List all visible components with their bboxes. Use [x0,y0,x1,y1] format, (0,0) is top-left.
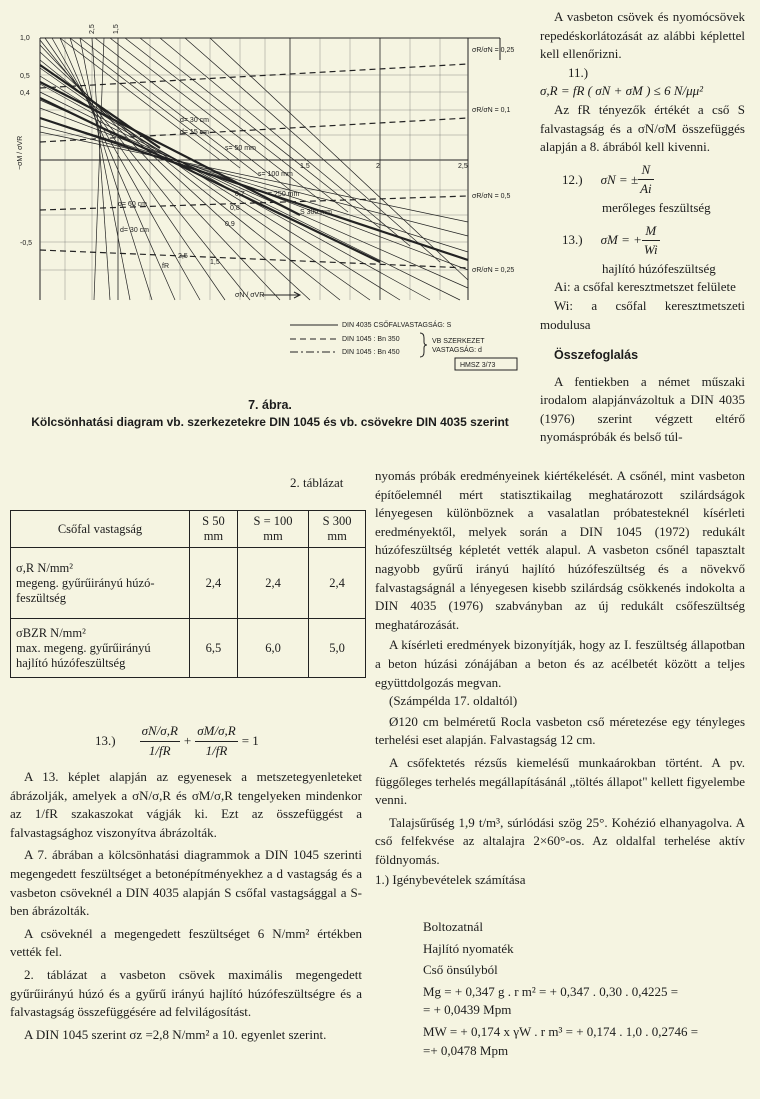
x-tick: 2 [376,163,380,170]
curve-label: d= 30 cm [180,117,209,124]
y-axis-label: −σM / σVR [17,135,24,170]
legend-text: DIN 1045 : Bn 350 [342,336,400,343]
paragraph: Az fR tényezők értékét a cső S falvastagság és a σN/σM összefüggés alapján a 8. ábrából kell kivenni. [540,101,745,155]
table-label: 2. táblázat [290,475,344,490]
paragraph: A 7. ábrában a kölcsönhatási diagrammok a DIN 1045 szerinti megengedett feszültséget a betonépítményekhez a d vastagság és a vasbeton csöveknél a DIN 4035 alapján S csőfal vastagsággal a S-ben ábrázolták. [10,847,362,919]
top-tick: 2,5 [89,24,96,34]
paragraph: A DIN 1045 szerint σz =2,8 N/mm² a 10. egyenlet szerint. [24,1026,327,1042]
legend-text: DIN 1045 : Bn 450 [342,349,400,356]
definition-ai: Ai: a csőfal keresztmetszet felülete [554,279,736,295]
ratio-label: σR/σN = 0,25 [472,47,515,54]
definition-wi: Wi: a csőfal keresztmetszeti modulusa [540,297,745,332]
calc-line: MW = + 0,174 x γW . r m³ = + 0,174 . 1,0 . 0,2746 = [423,1024,699,1040]
calc-line: = + 0,0439 Mpm [423,1002,512,1018]
table-cell: 2,4 [237,548,308,619]
ratio-label: σR/σN = 0,1 [472,107,511,114]
left-bottom-column [10,768,362,1044]
section-heading: Összefoglalás [554,348,639,363]
equation-desc: merőleges feszültség [602,199,711,215]
paragraph: (Számpélda 17. oldaltól) [389,693,518,709]
table-header: S = 100 mm [237,511,308,548]
y-tick: 0,5 [20,73,30,80]
calc-line: Mg = + 0,347 g . r m² = + 0,347 . 0,30 . 0,4225 = [423,983,679,999]
table-cell: 2,4 [309,548,366,619]
curve-label: d= 15 cm [180,129,209,136]
equation-12: 12.) σN = ± $\frac{N}{Ai}$ [562,161,652,197]
equation-number: 11.) [568,64,589,80]
paragraph: A kísérleti eredmények bizonyítják, hogy az I. feszültség állapotban a beton húzási zónájában a beton és az acélbetét között a teljes együttdolgozás megvan. [375,637,745,690]
table-header-row [11,511,366,548]
paragraph: A csőfektetés rézsűs kiemelésű munkaárokban történt. A pv. függőleges terhelés megállapításánál „töltés állapot" kellett figyelembe venni. [375,754,745,808]
curve-label: s= 50 mm [225,145,256,152]
figure-caption-title: 7. ábra. [248,398,292,412]
x-tick: 1,5 [300,163,310,170]
figure-caption-text: Kölcsönhatási diagram vb. szerkezetekre DIN 1045 és vb. csövekre DIN 4035 szerint [31,415,509,429]
top-tick: 1,5 [113,24,120,34]
y-tick: 0,4 [20,90,30,97]
calc-line: Hajlító nyomaték [423,940,514,956]
calc-line: Cső önsúlyból [423,962,498,978]
subsection-heading: 1.) Igénybevételek számítása [375,872,526,888]
table-cell: 5,0 [309,619,366,678]
paragraph: Talajsűrűség 1,9 t/m³, súrlódási szög 25°. Kohézió elhanyagolva. A cső felfekvése az altalajra 2×60°-os. Az oldalfal terhelése aktív földnyomás. [375,814,745,867]
table-2 [10,510,366,678]
paragraph: A csöveknél a megengedett feszültséget 6 N/mm² értékben vették fel. [10,925,362,960]
ratio-label: σR/σN = 0,5 [472,193,511,200]
curve-label: = 250 mm [268,191,300,198]
interaction-diagram [0,0,540,385]
paragraph: A 13. képlet alapján az egyenesek a metszetegyenleteket ábrázolják, amelyek a σN/σ,R és σM/σ,R tengelyeken mindenkor az 1/fR szakaszokat vágják ki. Ezt az összefüggést a falvastagsághoz viszonyítva ábrázolták. [10,769,362,840]
legend-brace-text: VB SZERKEZET [432,338,485,345]
interaction-lines [40,38,468,300]
stamp-text: HMSZ 3/73 [460,362,496,369]
x-tick: 2,5 [458,163,468,170]
table-cell: 2,4 [190,548,238,619]
right-top-column [540,8,745,447]
paragraph: A fentiekben a német műszaki irodalom alapjánvázoltuk a DIN 4035 (1976) szerint végzett eltérő nyomáspróbák és belső túl- [540,373,745,445]
curve-label: S 300 mm [300,209,332,216]
curve-label: 0,9 [225,221,235,228]
paragraph: nyomás próbák eredményeinek kiértékelését. A csőnél, mint vasbeton építőelemnél mért statisztikailag meghatározott szilárdságok lényegesen különböznek a vasalatlan próbatesteknél kísérleti eredményektől, melyek során a DIN 1045 (1972) redukált húzófeszültség képletét vették alapul. A vasbeton csőnél tapasztalt nagyobb gyűrű irányú hajlító húzófeszültség és a növekvő falvastagságnál a lényegesen kisebb szilárdság csökkenés indokolta a DIN 4035 (1976) szabványban az új redukált csőfeszültség meghatározását. [375,468,745,632]
table-cell: 6,5 [190,619,238,678]
paragraph: Ø120 cm belméretű Rocla vasbeton cső méretezése egy tényleges terhelési eset alapján. Falvastagság 12 cm. [375,713,745,748]
legend-text: DIN 4035 CSŐFALVASTAGSÁG: S [342,322,452,329]
calc-line: =+ 0,0478 Mpm [423,1042,509,1058]
table-header: S 300 mm [309,511,366,548]
right-bottom-column [375,467,745,1060]
table-row: σBZR N/mm² max. megeng. gyűrűirányú hajlító húzófeszültség 6,5 6,0 5,0 [11,619,366,678]
equation-desc: hajlító húzófeszültség [602,260,716,276]
y-tick: -0,5 [20,240,33,247]
curve-label: 1,5 [210,259,220,266]
curve-label: fR [162,263,169,270]
legend-brace-text: VASTAGSÁG: d [432,347,482,354]
paragraph: A vasbeton csövek és nyomócsövek repedéskorlátozását az alábbi képlettel kell ellenőrizni. [540,9,745,62]
equation-11: σ,R = fR ( σN + σM ) ≤ 6 N/μμ² [540,83,704,99]
ratio-label: σR/σN = 0,25 [472,267,515,274]
curve-label: 0,8 [230,205,240,212]
curve-label: d= 60 cm [118,201,147,208]
curve-label: s= 100 mm [258,171,293,178]
curve-label: 2,5 [178,253,188,260]
y-tick: 1,0 [20,35,30,42]
curve-label: d= 30 cm [120,227,149,234]
table-row: σ,R N/mm² megeng. gyűrűirányú húzó-feszültség 2,4 2,4 2,4 [11,548,366,619]
equation-13b: 13.) $\frac{\sigma N/\sigma,R}{1/fR}$ + $\frac{\sigma M/\sigma,R}{1/fR}$ = 1 [95,723,259,758]
calc-line: Boltozatnál [423,919,483,935]
curve-label: 0,7 [235,191,245,198]
paragraph: 2. táblázat a vasbeton csövek maximális megengedett gyűrűirányú húzó és a gyűrű irányú hajlító húzófeszültségre és a falvastagság összefüggésére ad felvilágosítást. [10,966,362,1020]
x-axis-label: σN / σVR [235,292,265,299]
table-cell: 6,0 [237,619,308,678]
table-header: S 50 mm [190,511,238,548]
equation-13: 13.) σM = + $\frac{M}{Wi}$ [562,222,658,258]
table-header: Csőfal vastagság [11,511,190,548]
